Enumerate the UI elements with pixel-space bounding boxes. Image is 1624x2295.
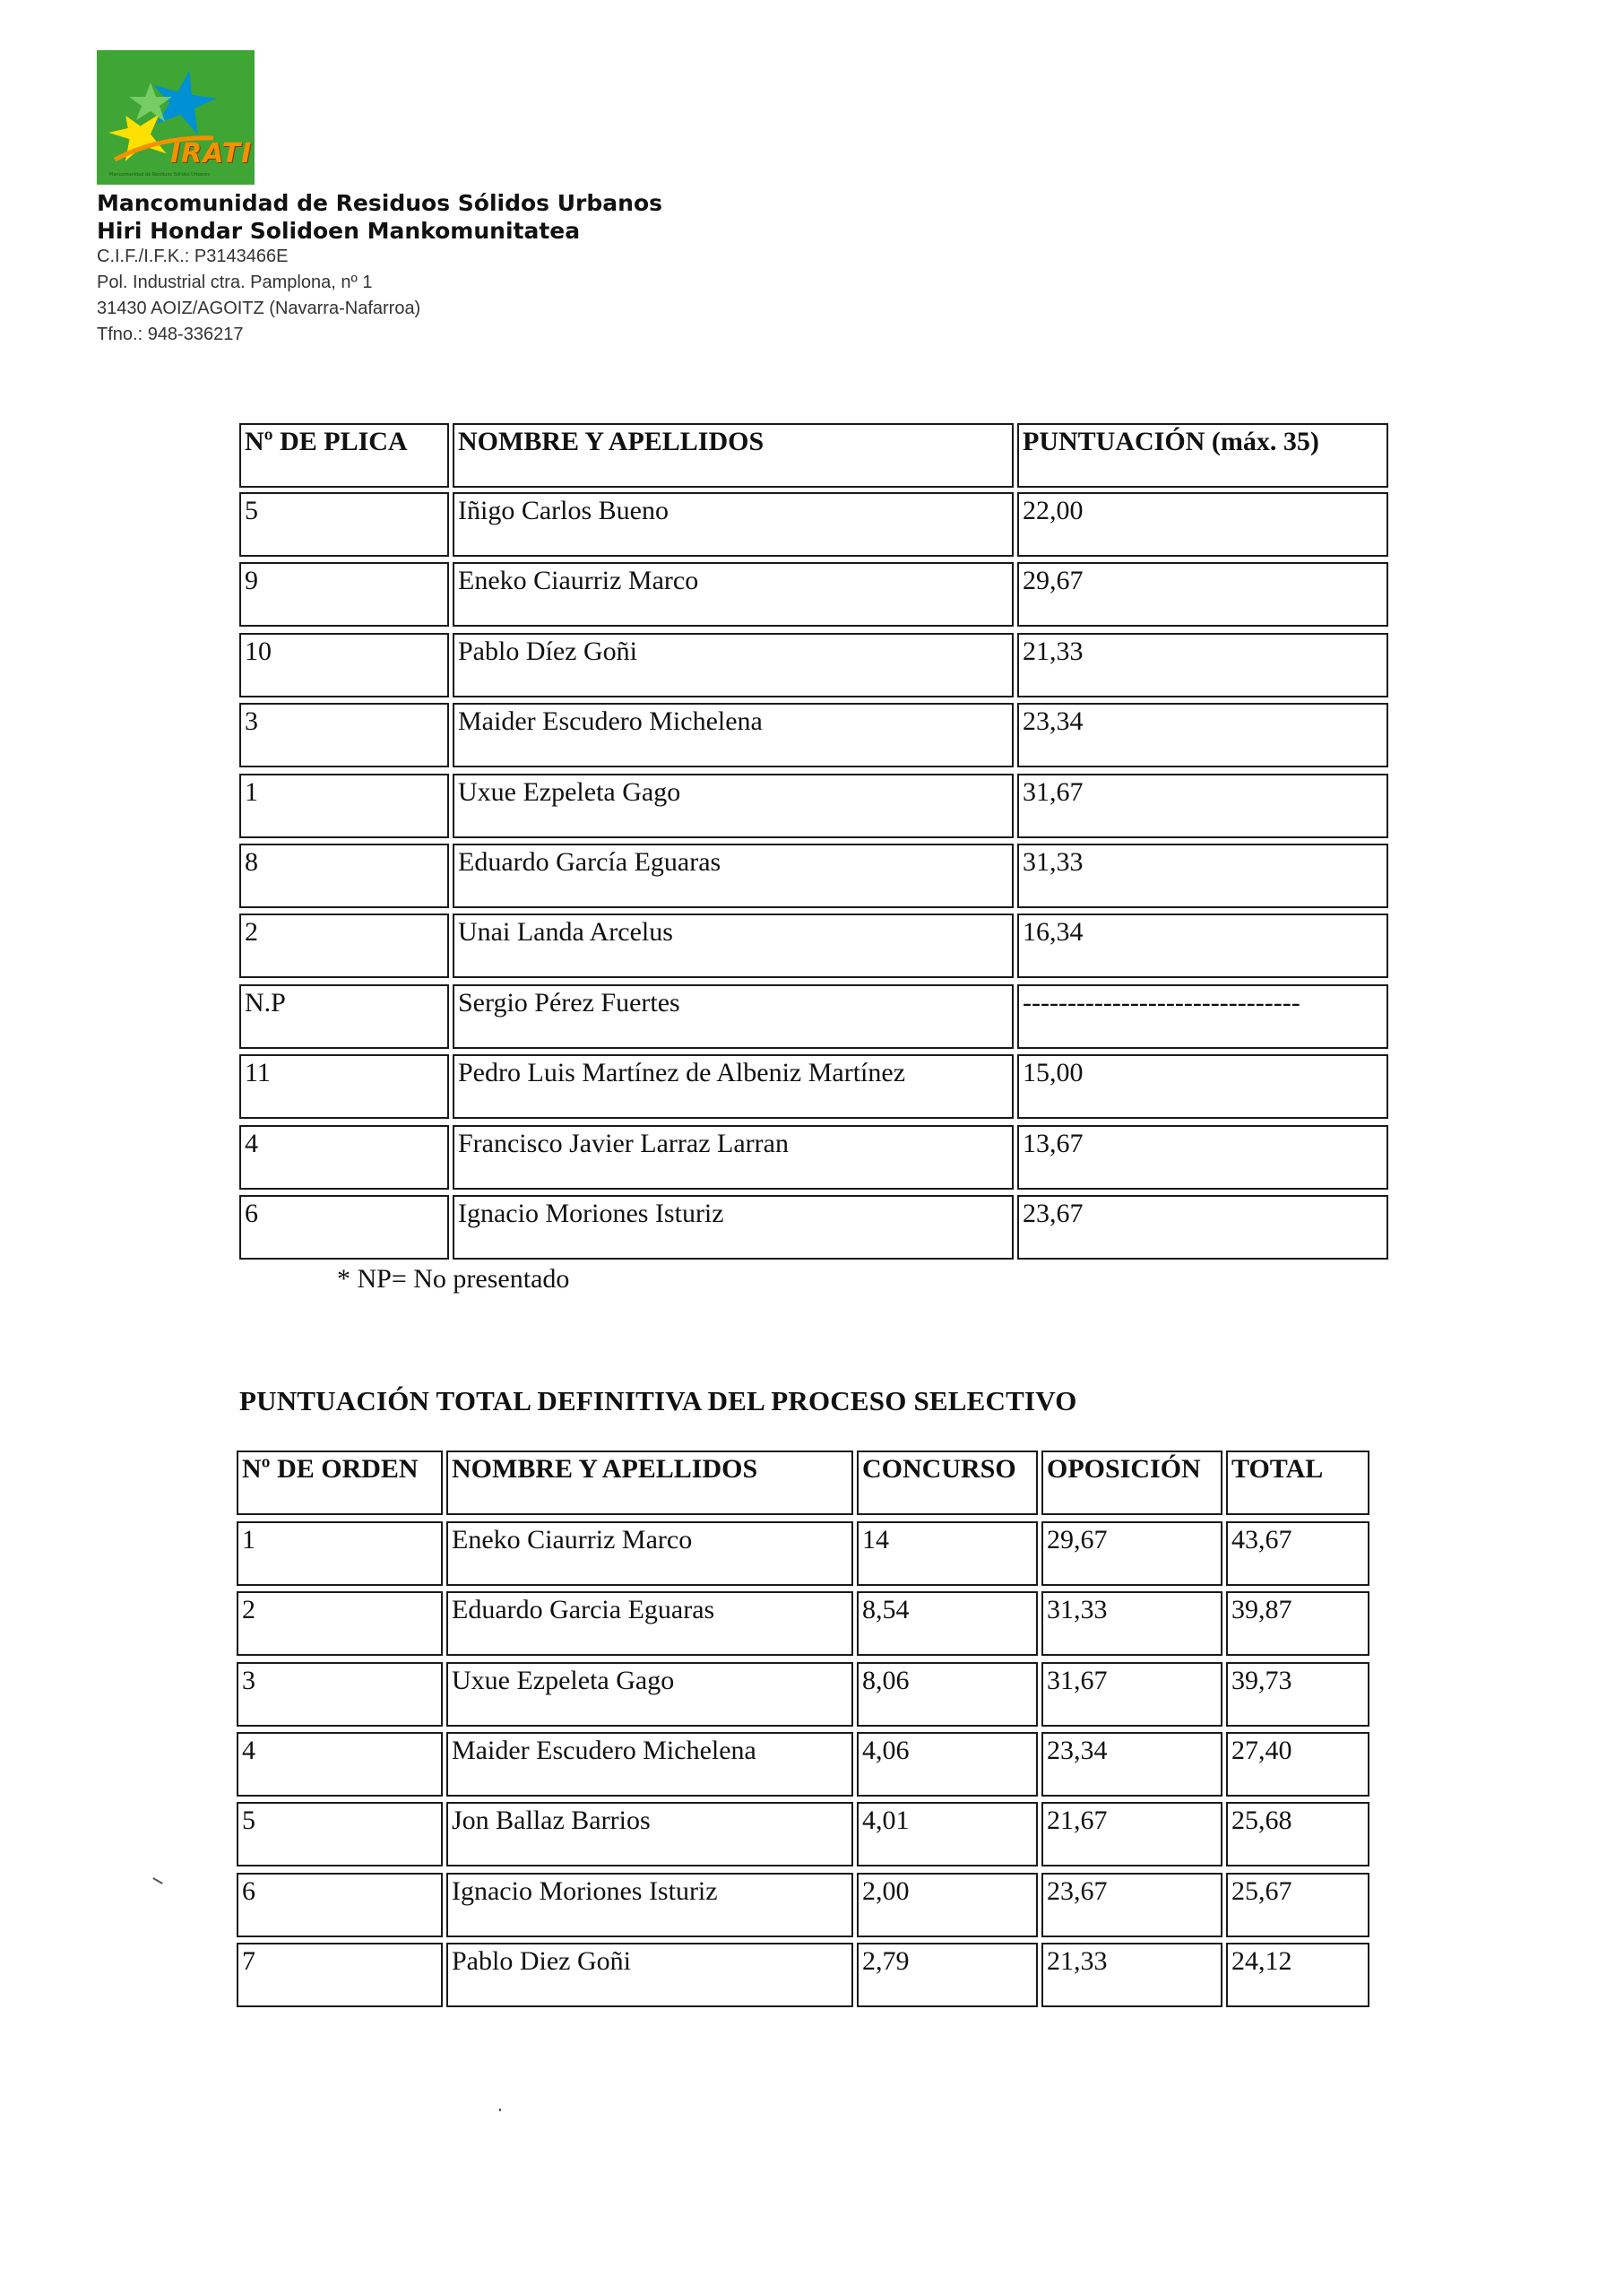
final-score-section-title: PUNTUACIÓN TOTAL DEFINITIVA DEL PROCESO SELECTIVO bbox=[239, 1385, 1077, 1416]
final-cell: 31,33 bbox=[1041, 1591, 1222, 1656]
scan-mark bbox=[152, 1877, 162, 1884]
plica-cell: Francisco Javier Larraz Larran bbox=[453, 1125, 1014, 1190]
final-cell: 4,06 bbox=[857, 1732, 1038, 1797]
final-header-cell: CONCURSO bbox=[857, 1451, 1038, 1515]
final-cell: 24,12 bbox=[1226, 1943, 1369, 2007]
final-cell: Ignacio Moriones Isturiz bbox=[446, 1873, 853, 1937]
final-cell: 6 bbox=[237, 1873, 443, 1937]
plica-cell: 9 bbox=[239, 562, 449, 627]
org-phone: Tfno.: 948-336217 bbox=[97, 325, 244, 344]
plica-cell: 15,00 bbox=[1017, 1054, 1388, 1119]
np-footnote: * NP= No presentado bbox=[337, 1264, 570, 1294]
plica-cell: 11 bbox=[239, 1054, 449, 1119]
plica-cell: Pablo Díez Goñi bbox=[453, 633, 1014, 697]
plica-cell: 23,34 bbox=[1017, 703, 1388, 767]
logo-wordmark: IRATI bbox=[170, 138, 253, 169]
plica-cell: Iñigo Carlos Bueno bbox=[453, 492, 1014, 557]
org-name-eu: Hiri Hondar Solidoen Mankomunitatea bbox=[97, 218, 581, 244]
plica-header-cell: PUNTUACIÓN (máx. 35) bbox=[1017, 423, 1388, 488]
plica-cell: 29,67 bbox=[1017, 562, 1388, 627]
final-cell: 2,00 bbox=[857, 1873, 1038, 1937]
final-cell: 21,33 bbox=[1041, 1943, 1222, 2007]
final-cell: Maider Escudero Michelena bbox=[446, 1732, 853, 1797]
final-cell: 43,67 bbox=[1226, 1521, 1369, 1586]
final-cell: 3 bbox=[237, 1662, 443, 1727]
final-cell: Eduardo Garcia Eguaras bbox=[446, 1591, 853, 1656]
org-name-es: Mancomunidad de Residuos Sólidos Urbanos bbox=[97, 190, 663, 216]
org-address-line1: Pol. Industrial ctra. Pamplona, nº 1 bbox=[97, 273, 373, 292]
plica-cell: 31,67 bbox=[1017, 774, 1388, 838]
final-header-cell: OPOSICIÓN bbox=[1041, 1451, 1222, 1515]
plica-cell: Unai Landa Arcelus bbox=[453, 914, 1014, 978]
plica-cell: N.P bbox=[239, 984, 449, 1049]
final-cell: 39,73 bbox=[1226, 1662, 1369, 1727]
final-cell: 21,67 bbox=[1041, 1802, 1222, 1866]
final-cell: Pablo Diez Goñi bbox=[446, 1943, 853, 2007]
plica-cell: 3 bbox=[239, 703, 449, 767]
plica-header-cell: Nº DE PLICA bbox=[239, 423, 449, 488]
final-header-cell: NOMBRE Y APELLIDOS bbox=[446, 1451, 853, 1515]
final-cell: 14 bbox=[857, 1521, 1038, 1586]
final-cell: 4 bbox=[237, 1732, 443, 1797]
plica-cell: Uxue Ezpeleta Gago bbox=[453, 774, 1014, 838]
plica-cell: 23,67 bbox=[1017, 1195, 1388, 1260]
final-cell: Uxue Ezpeleta Gago bbox=[446, 1662, 853, 1727]
plica-cell: 1 bbox=[239, 774, 449, 838]
plica-header-cell: NOMBRE Y APELLIDOS bbox=[453, 423, 1014, 488]
plica-cell: ------------------------------- bbox=[1017, 984, 1388, 1049]
final-cell: 25,68 bbox=[1226, 1802, 1369, 1866]
final-cell: 23,67 bbox=[1041, 1873, 1222, 1937]
final-cell: Jon Ballaz Barrios bbox=[446, 1802, 853, 1866]
plica-cell: 8 bbox=[239, 844, 449, 908]
final-cell: Eneko Ciaurriz Marco bbox=[446, 1521, 853, 1586]
final-cell: 31,67 bbox=[1041, 1662, 1222, 1727]
final-cell: 8,54 bbox=[857, 1591, 1038, 1656]
final-cell: 1 bbox=[237, 1521, 443, 1586]
org-cif: C.I.F./I.F.K.: P3143466E bbox=[97, 247, 289, 266]
logo-subtext: Mancomunidad de Residuos Sólidos Urbanos bbox=[109, 172, 210, 178]
org-address-line2: 31430 AOIZ/AGOITZ (Navarra-Nafarroa) bbox=[97, 299, 421, 318]
plica-cell: 5 bbox=[239, 492, 449, 557]
final-cell: 39,87 bbox=[1226, 1591, 1369, 1656]
plica-cell: 22,00 bbox=[1017, 492, 1388, 557]
final-cell: 4,01 bbox=[857, 1802, 1038, 1866]
final-cell: 25,67 bbox=[1226, 1873, 1369, 1937]
final-cell: 2,79 bbox=[857, 1943, 1038, 2007]
final-cell: 27,40 bbox=[1226, 1732, 1369, 1797]
plica-cell: 31,33 bbox=[1017, 844, 1388, 908]
plica-cell: 10 bbox=[239, 633, 449, 697]
plica-cell: Ignacio Moriones Isturiz bbox=[453, 1195, 1014, 1260]
plica-cell: 13,67 bbox=[1017, 1125, 1388, 1190]
irati-logo bbox=[97, 50, 255, 185]
final-cell: 29,67 bbox=[1041, 1521, 1222, 1586]
plica-cell: 6 bbox=[239, 1195, 449, 1260]
final-cell: 23,34 bbox=[1041, 1732, 1222, 1797]
scan-mark bbox=[499, 2109, 501, 2111]
final-cell: 2 bbox=[237, 1591, 443, 1656]
plica-cell: 21,33 bbox=[1017, 633, 1388, 697]
plica-cell: 4 bbox=[239, 1125, 449, 1190]
final-cell: 5 bbox=[237, 1802, 443, 1866]
plica-cell: Eneko Ciaurriz Marco bbox=[453, 562, 1014, 627]
plica-cell: Pedro Luis Martínez de Albeniz Martínez bbox=[453, 1054, 1014, 1119]
final-header-cell: Nº DE ORDEN bbox=[237, 1451, 443, 1515]
final-cell: 7 bbox=[237, 1943, 443, 2007]
plica-cell: 2 bbox=[239, 914, 449, 978]
plica-cell: Sergio Pérez Fuertes bbox=[453, 984, 1014, 1049]
plica-cell: Eduardo García Eguaras bbox=[453, 844, 1014, 908]
final-header-cell: TOTAL bbox=[1226, 1451, 1369, 1515]
plica-cell: Maider Escudero Michelena bbox=[453, 703, 1014, 767]
plica-cell: 16,34 bbox=[1017, 914, 1388, 978]
final-cell: 8,06 bbox=[857, 1662, 1038, 1727]
